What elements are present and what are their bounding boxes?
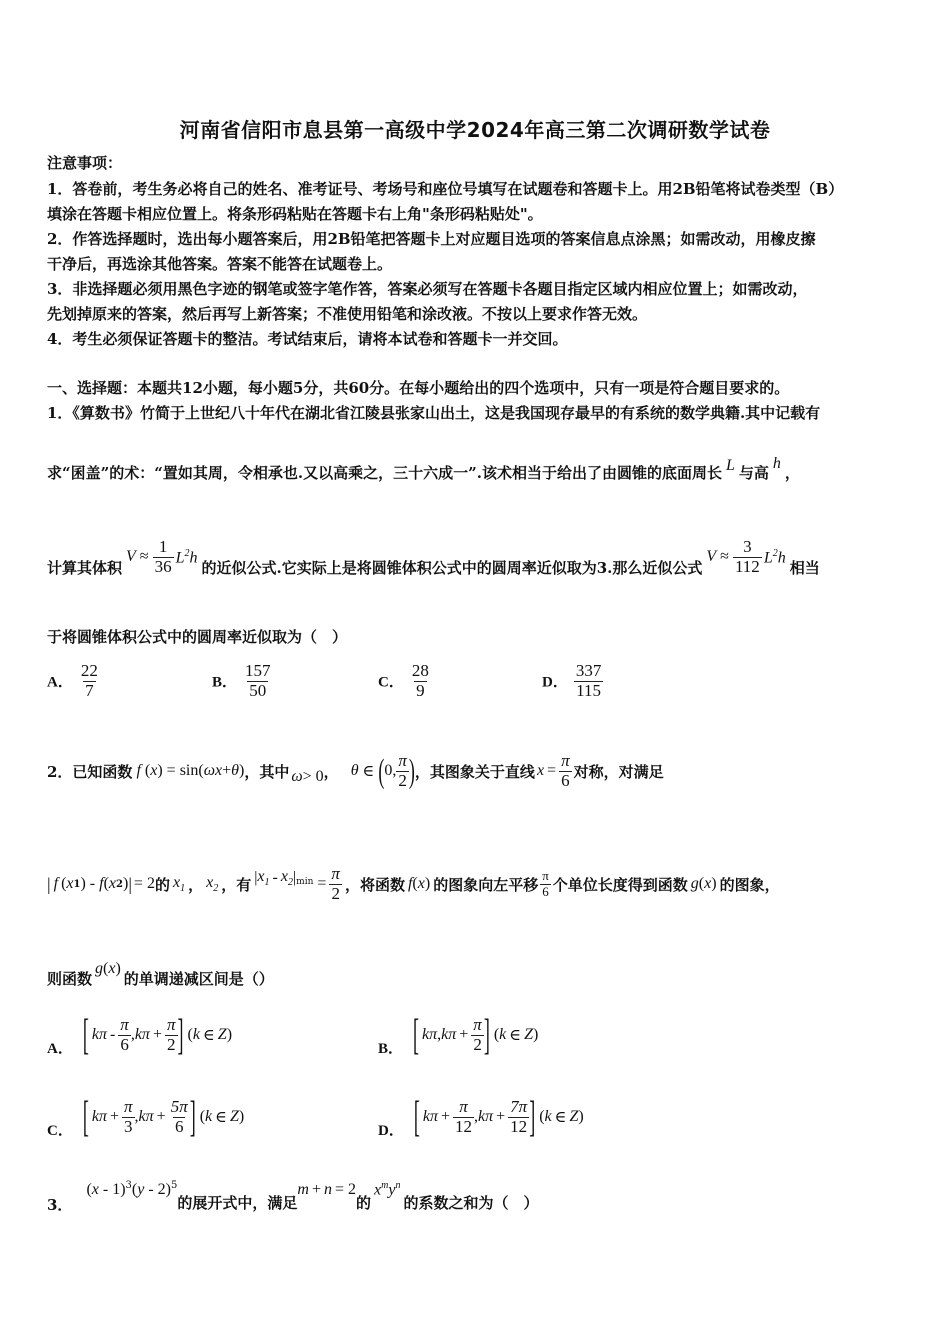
note-line: 干净后，再选涂其他答案。答案不能答在试题卷上。 [47,255,393,273]
q1-option-a[interactable]: A． $\frac{22}{7}$ [47,661,98,700]
q2-option-c[interactable]: C． [ kπ + $\frac{\pi}{3}$ , kπ + $\frac{5\pi}{6}$ ] ( k ∈ Z ) [47,1091,245,1140]
q1-line3: 计算其体积 V ≈ $\frac{1}{36}$ $L^2h$ 的近似公式.它实际上是将圆锥体积公式中的圆周率近似取为3.那么近似公式 V ≈ $\frac{3}{112}$ $L^2h$ 相当 [47,537,820,578]
formula-xm-yn: $x^my^n$ [374,1180,401,1199]
formula-g-of-x: g(x) [95,960,121,977]
note-line: 2．作答选择题时，选出每小题答案后，用2B铅笔把答题卡上对应题目选项的答案信息点涂黑；如需改动，用橡皮擦 [47,230,816,248]
section-heading: 一、选择题：本题共12小题，每小题5分，共60分。在每小题给出的四个选项中，只有一项是符合题目要求的。 [47,379,790,397]
q1-line2: 求“囷盖”的术：“置如其周，令相承也.又以高乘之，三十六成一”.该术相当于给出了由圆锥的底面周长 L 与高h， [47,455,800,482]
note-line: 3．非选择题必须用黑色字迹的钢笔或签字笔作答，答案必须写在答题卡各题目指定区域内相应位置上；如需改动， [47,280,808,298]
formula-m-plus-n: m + n = 2 [297,1181,357,1198]
q1-line1: 1．《算数书》竹简于上世纪八十年代在湖北省江陵县张家山出土，这是我国现存最早的有系统的数学典籍.其中记载有 [47,404,821,422]
formula-v2: V ≈ $\frac{3}{112}$ $L^2h$ [706,537,786,576]
q3-line1: 3． (x - 1)$^3$(y - 2)$^5$ 的展开式中，满足 m + n = 2 的 $x^my^n$ 的系数之和为（ ） [47,1180,539,1214]
formula-pi-6: $\frac{\pi}{6}$ [542,868,549,899]
formula-omega: ω [291,768,303,786]
math-h: h [772,455,781,472]
formula-expansion: (x - 1)$^3$(y - 2)$^5$ [86,1180,178,1198]
formula-f-of-x: f(x) [407,875,431,893]
q2-line2: | f ( x 1 ) - f ( x 2 ) | = 2 的 $x_1$ ， $x_2$ ，有 | $x_1$ - $x_2$ | min = $\frac{\pi}{2}$ ，将函数 f(x) 的图象向左平移 $\frac{\pi}{6}$ 个单位长度得到函数 g(x) 的图象， [47,864,780,903]
q2-option-d[interactable]: D． [ kπ + $\frac{\pi}{12}$ , kπ + $\frac{7\pi}{12}$ ] ( k ∈ Z ) [378,1091,584,1140]
q2-line3: 则函数 g(x) 的单调递减区间是（） [47,960,274,988]
q2-line1: 2．已知函数 f ( x ) = sin( ωx + θ ) ，其中 ω > 0 ， θ ∈ ( 0, $\frac{\pi}{2}$ ) ，其图象关于直线 x = $\frac{\pi}{6}$ 对称，对满足 [47,751,664,790]
note-line: 先划掉原来的答案，然后再写上新答案；不准使用铅笔和涂改液。不按以上要求作答无效。 [47,305,648,323]
note-line: 填涂在答题卡相应位置上。将条形码粘贴在答题卡右上角"条形码粘贴处"。 [47,205,543,223]
formula-x1: $x_1$ [172,874,186,895]
formula-min: | $x_1$ - $x_2$ | min = $\frac{\pi}{2}$ [254,864,340,903]
formula-x2: $x_2$ [206,874,219,895]
formula-abs-diff: | [47,873,51,894]
formula-v1: V ≈ $\frac{1}{36}$ $L^2h$ [126,537,198,576]
note-line: 1．答卷前，考生务必将自己的姓名、准考证号、考场号和座位号填写在试题卷和答题卡上。用2B铅笔将试卷类型（B） [47,180,844,198]
q2-option-b[interactable]: B． [ kπ , kπ + $\frac{\pi}{2}$ ] ( k ∈ Z ) [378,1009,539,1058]
page-title: 河南省信阳市息县第一高级中学2024年高三第二次调研数学试卷 [179,118,771,142]
q1-option-b[interactable]: B． $\frac{157}{50}$ [212,661,271,700]
formula-theta: θ ∈ ( 0, $\frac{\pi}{2}$ ) [350,751,415,790]
q1-option-d[interactable]: D． $\frac{337}{115}$ [542,661,602,700]
q1-option-c[interactable]: C． $\frac{28}{9}$ [378,661,429,700]
q2-option-a[interactable]: A． [ kπ - $\frac{\pi}{6}$ , kπ + $\frac{\pi}{2}$ ] ( k ∈ Z ) [47,1009,233,1058]
q1-line4: 于将圆锥体积公式中的圆周率近似取为（ ） [47,628,348,646]
math-L: L [725,457,735,474]
formula-axis: x = $\frac{\pi}{6}$ [536,751,570,790]
notes-heading: 注意事项： [47,154,123,172]
formula-g-of-x: g(x) [690,875,717,893]
formula-fx: f [136,762,141,780]
note-line: 4．考生必须保证答题卡的整洁。考试结束后，请将本试卷和答题卡一并交回。 [47,330,568,348]
